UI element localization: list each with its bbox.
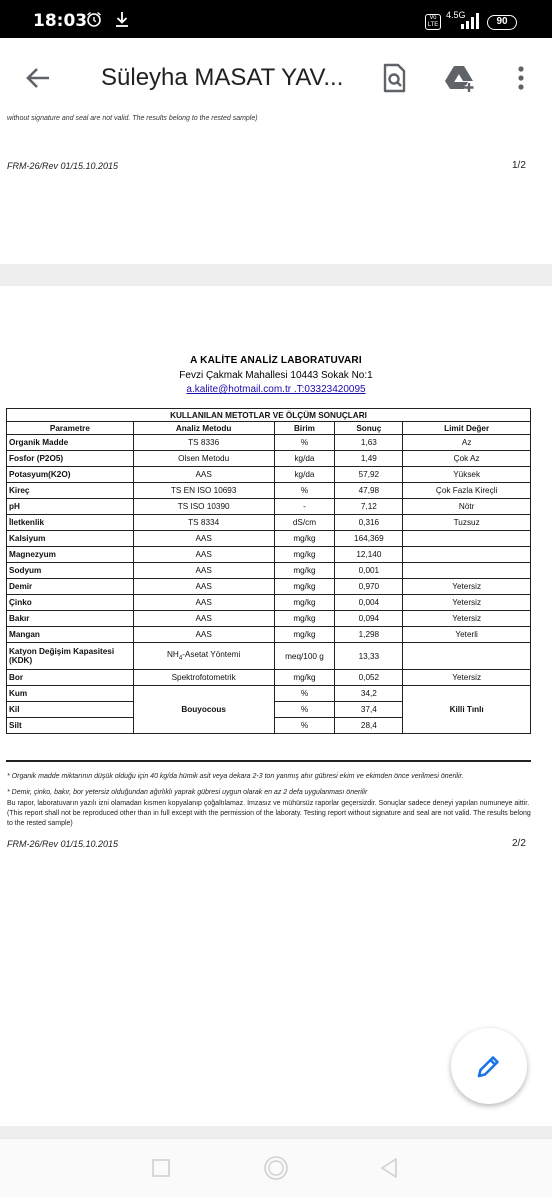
limit-cell: Yetersiz xyxy=(403,595,531,611)
method-prefix: NH xyxy=(167,650,179,660)
result-cell: 164,369 xyxy=(335,531,403,547)
status-time: 18:03 xyxy=(33,11,88,31)
param-cell: Bor xyxy=(7,670,134,686)
unit-cell: % xyxy=(274,686,335,702)
limit-cell xyxy=(403,547,531,563)
col-header: Birim xyxy=(274,422,335,435)
result-cell: 47,98 xyxy=(335,483,403,499)
table-row xyxy=(7,499,531,515)
method-cell: AAS xyxy=(133,563,274,579)
unit-cell: mg/kg xyxy=(274,563,335,579)
lab-name: A KALİTE ANALİZ LABORATUVARI xyxy=(190,355,362,366)
recents-square-icon[interactable] xyxy=(146,1153,176,1183)
result-cell: 1,49 xyxy=(335,451,403,467)
page-footer-code: FRM-26/Rev 01/15.10.2015 xyxy=(7,161,119,171)
unit-cell: mg/kg xyxy=(274,531,335,547)
method-cell: TS ISO 10390 xyxy=(133,499,274,515)
param-cell: Kil xyxy=(7,702,134,718)
result-cell: 57,92 xyxy=(335,467,403,483)
unit-cell: mg/kg xyxy=(274,611,335,627)
unit-cell: % xyxy=(274,718,335,734)
param-cell: Mangan xyxy=(7,627,134,643)
limit-cell xyxy=(403,531,531,547)
param-cell: Potasyum(K2O) xyxy=(7,467,134,483)
page-footer-code: FRM-26/Rev 01/15.10.2015 xyxy=(7,839,119,849)
col-header: Limit Değer xyxy=(403,422,531,435)
method-cell: Bouyocous xyxy=(133,686,274,734)
signal-icon xyxy=(460,13,480,29)
col-header: Parametre xyxy=(7,422,134,435)
param-cell: Bakır xyxy=(7,611,134,627)
method-cell: AAS xyxy=(133,595,274,611)
col-header: Sonuç xyxy=(335,422,403,435)
divider-line xyxy=(6,760,531,762)
pdf-page-1 xyxy=(0,115,552,264)
note-micronutrients: * Demir, çinko, bakır, bor yetersiz olduğundan ağırlıklı yaprak gübresi uygun olarak en az 2 defa uygulanması önerilir xyxy=(7,789,368,796)
table-row xyxy=(7,579,531,595)
method-cell xyxy=(133,643,274,670)
limit-cell: Yetersiz xyxy=(403,579,531,595)
unit-cell: mg/kg xyxy=(274,670,335,686)
document-title: Süleyha MASAT YAV... xyxy=(101,64,344,91)
limit-cell: Yüksek xyxy=(403,467,531,483)
page-number: 2/2 xyxy=(512,838,526,849)
param-cell: İletkenlik xyxy=(7,515,134,531)
result-cell: 0,052 xyxy=(335,670,403,686)
alarm-icon xyxy=(86,11,102,27)
method-subscript: 4 xyxy=(178,655,183,662)
limit-cell: Yeterli xyxy=(403,627,531,643)
download-icon xyxy=(114,10,130,28)
table-row xyxy=(7,670,531,686)
result-cell: 13,33 xyxy=(335,643,403,670)
param-cell: Demir xyxy=(7,579,134,595)
unit-cell: - xyxy=(274,499,335,515)
unit-cell: kg/da xyxy=(274,451,335,467)
system-nav-bar xyxy=(0,1138,552,1198)
param-cell: Silt xyxy=(7,718,134,734)
unit-cell: % xyxy=(274,435,335,451)
result-cell: 28,4 xyxy=(335,718,403,734)
lab-contact-link[interactable]: a.kalite@hotmail.com.tr .T:03323420095 xyxy=(186,384,366,395)
method-cell: Olsen Metodu xyxy=(133,451,274,467)
limit-cell: Nötr xyxy=(403,499,531,515)
table-row xyxy=(7,467,531,483)
table-row xyxy=(7,515,531,531)
search-in-document-icon[interactable] xyxy=(378,62,410,94)
method-cell: AAS xyxy=(133,579,274,595)
results-table xyxy=(6,408,531,734)
battery-level: 90 xyxy=(487,15,517,30)
result-cell: 0,094 xyxy=(335,611,403,627)
table-row xyxy=(7,435,531,451)
add-to-drive-icon[interactable] xyxy=(444,62,476,94)
table-row xyxy=(7,547,531,563)
limit-cell: Az xyxy=(403,435,531,451)
table-row xyxy=(7,451,531,467)
param-cell: pH xyxy=(7,499,134,515)
limit-cell: Yetersiz xyxy=(403,611,531,627)
pdf-viewer[interactable] xyxy=(0,115,552,1138)
method-suffix: -Asetat Yöntemi xyxy=(182,650,241,660)
table-row xyxy=(7,595,531,611)
param-cell: Kireç xyxy=(7,483,134,499)
result-cell: 7,12 xyxy=(335,499,403,515)
unit-cell: kg/da xyxy=(274,467,335,483)
table-row xyxy=(7,686,531,702)
result-cell: 12,140 xyxy=(335,547,403,563)
limit-cell: Yetersiz xyxy=(403,670,531,686)
table-row xyxy=(7,643,531,670)
param-cell: Kalsiyum xyxy=(7,531,134,547)
table-row xyxy=(7,627,531,643)
unit-cell: meq/100 g xyxy=(274,643,335,670)
table-row xyxy=(7,611,531,627)
volte-badge: Vo LTE xyxy=(425,14,441,30)
method-cell: TS 8336 xyxy=(133,435,274,451)
method-cell: AAS xyxy=(133,531,274,547)
unit-cell: mg/kg xyxy=(274,547,335,563)
more-vert-icon[interactable] xyxy=(505,62,537,94)
result-cell: 1,63 xyxy=(335,435,403,451)
limit-cell xyxy=(403,643,531,670)
back-triangle-icon[interactable] xyxy=(374,1153,404,1183)
cut-off-text: without signature and seal are not valid. The results belong to the rested sample) xyxy=(7,115,258,122)
unit-cell: % xyxy=(274,483,335,499)
method-cell: TS 8334 xyxy=(133,515,274,531)
result-cell: 37,4 xyxy=(335,702,403,718)
method-cell: AAS xyxy=(133,467,274,483)
param-cell: Organik Madde xyxy=(7,435,134,451)
page-number: 1/2 xyxy=(512,160,526,171)
method-cell: Spektrofotometrik xyxy=(133,670,274,686)
lab-address: Fevzi Çakmak Mahallesi 10443 Sokak No:1 xyxy=(179,370,373,381)
note-disclaimer: Bu rapor, laboratuvarın yazılı izni olamadan kısmen kopyalanıp çoğaltılamaz. İmzasız ve mühürsüz raporlar geçersizdir. Sonuçlar sadece deneyi yapılan numuneye aittir. (This report shall not be reproduced other than in full except with the permission of the laboraty. Testing report without signature and seal are not valid. The results belong to the rested sample) xyxy=(7,800,531,827)
method-cell: AAS xyxy=(133,627,274,643)
lab-header xyxy=(0,355,552,395)
result-cell: 1,298 xyxy=(335,627,403,643)
unit-cell: mg/kg xyxy=(274,627,335,643)
result-cell: 0,004 xyxy=(335,595,403,611)
param-cell: Kum xyxy=(7,686,134,702)
param-cell: Katyon Değişim Kapasitesi (KDK) xyxy=(7,643,134,670)
home-circle-icon[interactable] xyxy=(261,1153,291,1183)
param-cell: Fosfor (P2O5) xyxy=(7,451,134,467)
result-cell: 0,316 xyxy=(335,515,403,531)
method-cell: AAS xyxy=(133,547,274,563)
network-type: 4.5G xyxy=(446,10,466,20)
limit-cell: Çok Az xyxy=(403,451,531,467)
unit-cell: mg/kg xyxy=(274,579,335,595)
method-cell: TS EN ISO 10693 xyxy=(133,483,274,499)
app-bar xyxy=(0,38,552,118)
table-caption: KULLANILAN METOTLAR VE ÖLÇÜM SONUÇLARI xyxy=(7,409,531,422)
arrow-back-icon[interactable] xyxy=(22,62,54,94)
unit-cell: mg/kg xyxy=(274,595,335,611)
unit-cell: % xyxy=(274,702,335,718)
method-cell: AAS xyxy=(133,611,274,627)
status-bar xyxy=(0,0,552,38)
limit-cell: Killi Tınlı xyxy=(403,686,531,734)
limit-cell xyxy=(403,563,531,579)
result-cell: 34,2 xyxy=(335,686,403,702)
table-row xyxy=(7,483,531,499)
limit-cell: Çok Fazla Kireçli xyxy=(403,483,531,499)
result-cell: 0,970 xyxy=(335,579,403,595)
table-row xyxy=(7,563,531,579)
report-notes xyxy=(7,771,532,829)
table-row xyxy=(7,531,531,547)
table-header-row xyxy=(7,422,531,435)
param-cell: Çinko xyxy=(7,595,134,611)
col-header: Analiz Metodu xyxy=(133,422,274,435)
limit-cell: Tuzsuz xyxy=(403,515,531,531)
param-cell: Sodyum xyxy=(7,563,134,579)
result-cell: 0,001 xyxy=(335,563,403,579)
edit-fab-button[interactable] xyxy=(451,1028,527,1104)
unit-cell: dS/cm xyxy=(274,515,335,531)
pencil-edit-icon xyxy=(476,1053,502,1079)
pdf-page-2 xyxy=(0,286,552,1126)
param-cell: Magnezyum xyxy=(7,547,134,563)
note-organic: * Organik madde miktarının düşük olduğu için 40 kg/da hümik asit veya dekara 2-3 ton yanmış ahır gübresi ekim ve ekimden önce verilmesi önerilir. xyxy=(7,773,464,780)
